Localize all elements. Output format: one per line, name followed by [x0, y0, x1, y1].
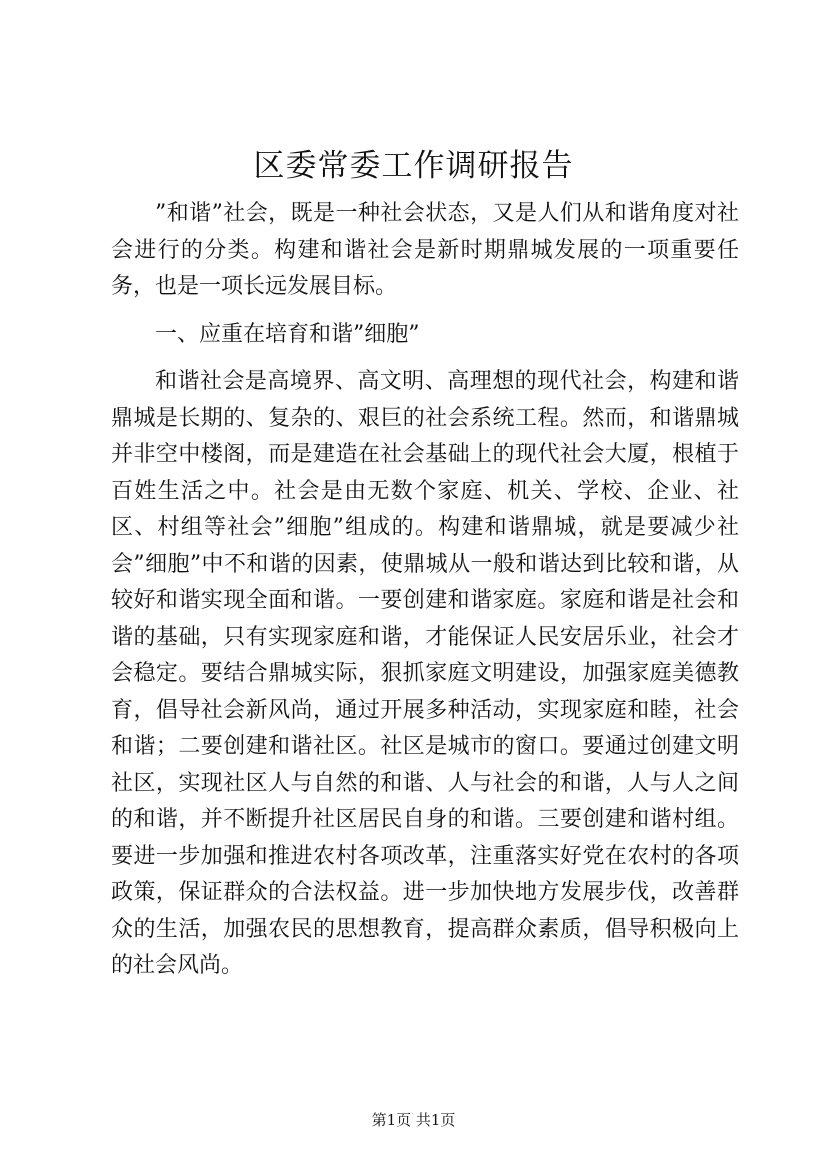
page-footer: 第1页 共1页 — [371, 1111, 456, 1129]
paragraph-spacer — [111, 353, 739, 364]
intro-paragraph: ”和谐”社会，既是一种社会状态，又是人们从和谐角度对社会进行的分类。构建和谐社会是新时期鼎城发展的一项重要任务，也是一项长远发展目标。 — [111, 201, 739, 299]
section-heading: 一、应重在培育和谐”细胞” — [155, 321, 420, 347]
document-body — [111, 196, 739, 985]
paragraph-spacer — [111, 306, 739, 317]
document-title: 区委常委工作调研报告 — [253, 148, 574, 184]
body-paragraph: 和谐社会是高境界、高文明、高理想的现代社会，构建和谐鼎城是长期的、复杂的、艰巨的社会系统工程。然而，和谐鼎城并非空中楼阁，而是建造在社会基础上的现代社会大厦，根植于百姓生活之中。社会是由无数个家庭、机关、学校、企业、社区、村组等社会”细胞”组成的。构建和谐鼎城，就是要减少社会”细胞”中不和谐的因素，使鼎城从一般和谐达到比较和谐，从较好和谐实现全面和谐。一要创建和谐家庭。家庭和谐是社会和谐的基础，只有实现家庭和谐，才能保证人民安居乐业，社会才会稳定。要结合鼎城实际，狠抓家庭文明建设，加强家庭美德教育，倡导社会新风尚，通过开展多种活动，实现家庭和睦，社会和谐；二要创建和谐社区。社区是城市的窗口。要通过创建文明社区，实现社区人与自然的和谐、人与社会的和谐，人与人之间的和谐，并不断提升社区居民自身的和谐。三要创建和谐村组。要进一步加强和推进农村各项改革，注重落实好党在农村的各项政策，保证群众的合法权益。进一步加快地方发展步伐，改善群众的生活，加强农民的思想教育，提高群众素质，倡导积极向上的社会风尚。 — [111, 369, 739, 978]
